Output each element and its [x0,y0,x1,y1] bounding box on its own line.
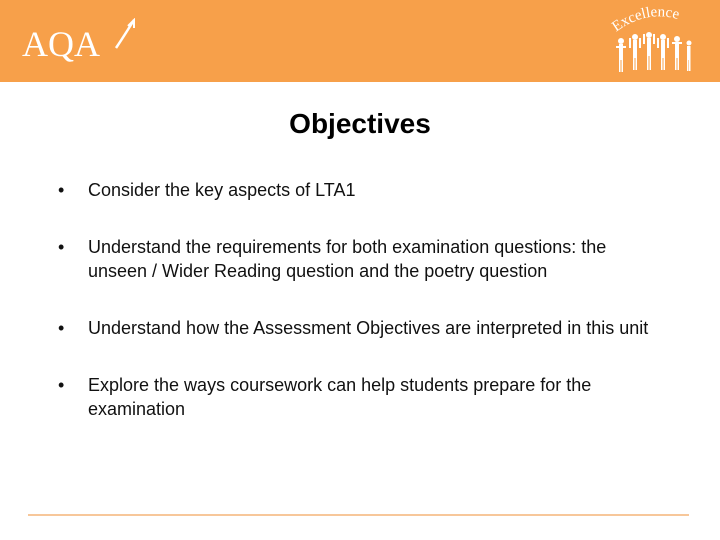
list-item-text: Explore the ways coursework can help students prepare for the examination [88,375,592,419]
footer-divider [28,514,689,516]
logo-text: AQA [22,24,100,64]
list-item [58,178,658,202]
excellence-emblem [608,2,700,80]
header-banner [0,0,720,82]
svg-text:Excellence [609,4,681,35]
list-item-text: Consider the key aspects of LTA1 [88,180,356,200]
objectives-list [58,178,658,454]
list-item [58,373,658,421]
slide-title-text: Objectives [289,108,431,139]
slide-title [0,108,720,140]
list-item-text: Understand how the Assessment Objectives are interpreted in this unit [88,318,649,338]
excellence-text: Excellence [609,4,682,36]
bullet-icon: • [58,237,65,257]
list-item [58,316,658,340]
list-item-text: Understand the requirements for both examination questions: the unseen / Wider Reading question and the poetry question [88,237,607,281]
figures-icon [616,32,692,72]
bullet-icon: • [58,318,65,338]
aqa-logo [20,18,140,68]
list-item [58,235,658,283]
bullet-icon: • [58,180,65,200]
bullet-icon: • [58,375,65,395]
